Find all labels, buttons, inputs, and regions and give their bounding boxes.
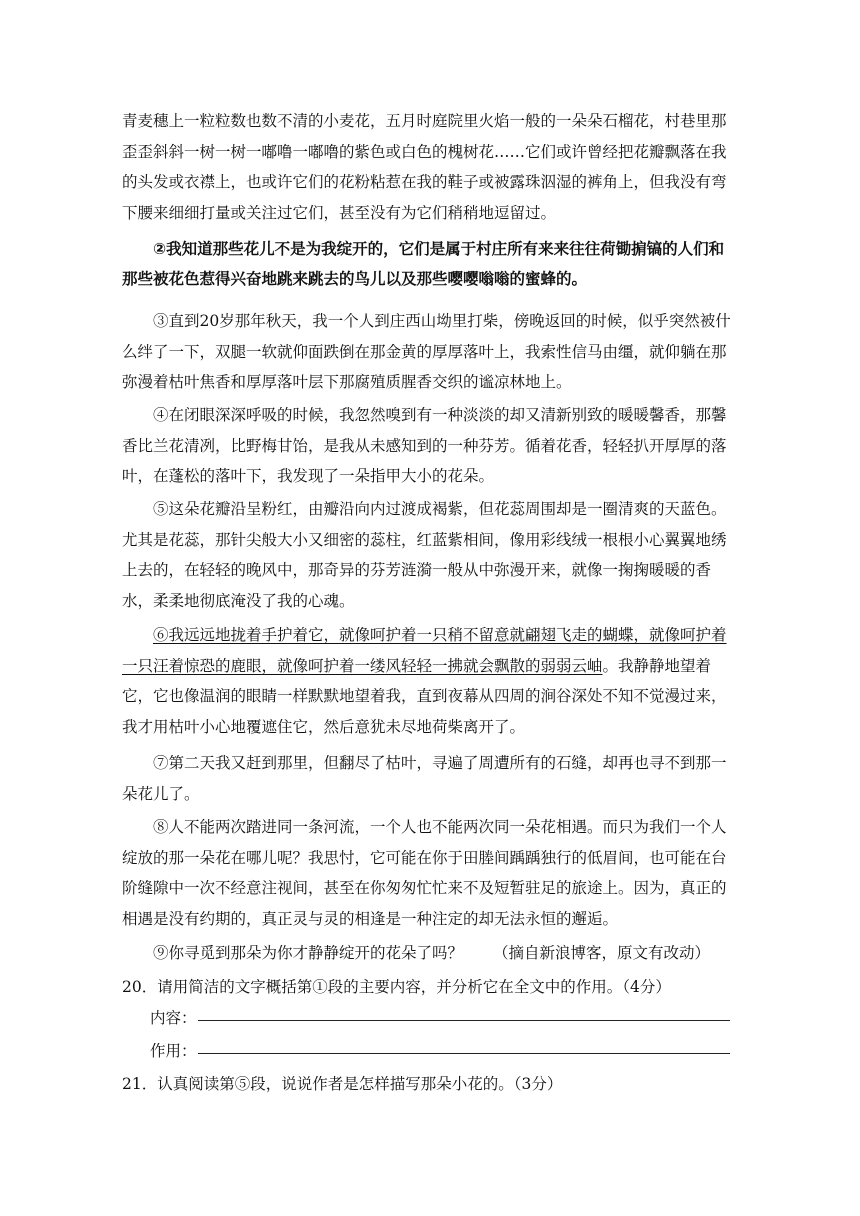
paragraph-9 [122, 938, 732, 969]
q20-content-label: 内容： [150, 1009, 197, 1027]
paragraph-5: ⑤这朵花瓣沿呈粉红，由瓣沿向内过渡成褐紫，但花蕊周围却是一圈清爽的天蓝色。尤其是花蕊，那针尖般大小又细密的蕊柱，红蓝紫相间，像用彩线绒一根根小心翼翼地绣上去的，在轻轻的晚风中，那奇异的芬芳涟漪一般从中弥漫开来，就像一掬掬暖暖的香水，柔柔地彻底淹没了我的心魂。 [122, 500, 727, 610]
q20-content-answer-line[interactable] [198, 1020, 730, 1021]
paragraph-3: ③直到20岁那年秋天，我一个人到庄西山坳里打柴，傍晚返回的时候，似乎突然被什么绊了一下，双腿一软就仰面跌倒在那金黄的厚厚落叶上，我索性信马由缰，就仰躺在那弥漫着枯叶焦香和厚厚落叶层下那腐殖质腥香交织的谧凉林地上。 [122, 312, 731, 392]
paragraph-4: ④在闭眼深深呼吸的时候，我忽然嗅到有一种淡淡的却又清新别致的暖暖馨香，那馨香比兰花清冽，比野梅甘饴，是我从未感知到的一种芬芳。循着花香，轻轻扒开厚厚的落叶，在蓬松的落叶下，我发现了一朵指甲大小的花朵。 [122, 406, 727, 486]
paragraph-8: ⑧人不能两次踏进同一条河流，一个人也不能两次同一朵花相遇。而只为我们一个人绽放的那一朵花在哪儿呢？我思忖，它可能在你于田塍间踽踽独行的低眉间，也可能在台阶缝隙中一次不经意注视间，甚至在你匆匆忙忙来不及短暂驻足的旅途上。因为，真正的相遇是没有约期的，真正灵与灵的相逢是一种注定的却无法永恒的邂逅。 [122, 818, 727, 928]
paragraph-6-underlined-sentence: ⑥我远远地拢着手护着它，就像呵护着一只稍不留意就翩翅飞走的蝴蝶，就像呵护着一只汪着惊恐的鹿眼，就像呵护着一缕风轻轻一拂就会飘散的弱弱云岫 [122, 626, 727, 675]
paragraph-2: ②我知道那些花儿不是为我绽开的，它们是属于村庄所有来来往往荷锄掮镐的人们和那些被花色惹得兴奋地跳来跳去的鸟儿以及那些嘤嘤嗡嗡的蜜蜂的。 [122, 240, 725, 288]
q20-effect-label: 作用： [150, 1042, 197, 1060]
paragraph-6-rest: 。我静静地望着它，它也像温润的眼睛一样默默地望着我，直到夜幕从四周的涧谷深处不知不觉漫过来，我才用枯叶小心地覆遮住它，然后意犹未尽地荷柴离开了。 [122, 656, 727, 736]
paragraph-7: ⑦第二天我又赶到那里，但翻尽了枯叶，寻遍了周遭所有的石缝，却再也寻不到那一朵花儿了。 [122, 754, 727, 803]
paragraph-6 [122, 620, 732, 742]
paragraph-9-question: ⑨你寻觅到那朵为你才静静绽开的花朵了吗？ [153, 944, 464, 962]
q20-effect-answer-line[interactable] [198, 1053, 730, 1054]
question-20: 20．请用简洁的文字概括第①段的主要内容，并分析它在全文中的作用。（4分） [122, 978, 671, 996]
paragraph-1-continuation: 青麦穗上一粒粒数也数不清的小麦花，五月时庭院里火焰一般的一朵朵石榴花，村巷里那歪歪斜斜一树一树一嘟噜一嘟噜的紫色或白色的槐树花……它们或许曾经把花瓣飘落在我的头发或衣襟上，也或许它们的花粉粘惹在我的鞋子或被露珠泅湿的裤角上，但我没有弯下腰来细细打量或关注过它们，甚至没有为它们稍稍地逗留过。 [122, 112, 727, 222]
source-note: （摘自新浪博客，原文有改动） [493, 944, 711, 962]
question-21: 21．认真阅读第⑤段，说说作者是怎样描写那朵小花的。（3分） [122, 1075, 563, 1093]
